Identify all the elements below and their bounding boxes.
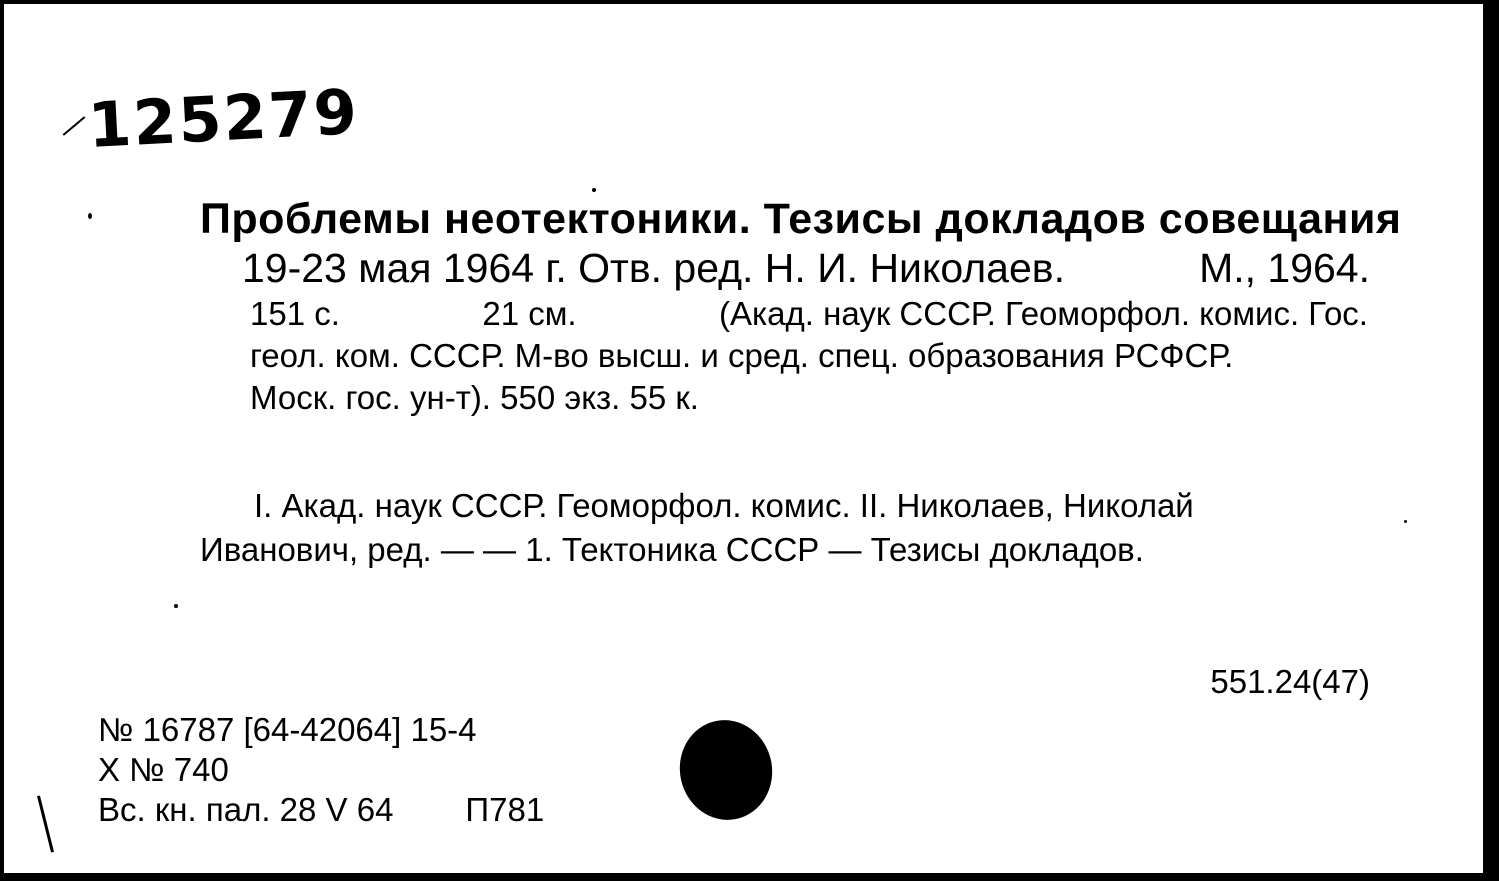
card-edge-right	[1483, 0, 1499, 881]
chamber-date: Вс. кн. пал. 28 V 64	[98, 791, 394, 828]
imprint-line	[242, 245, 1370, 291]
card-edge-bottom	[0, 873, 1499, 881]
collation-line-1	[250, 293, 1368, 335]
registration-line-2: X № 740	[98, 751, 229, 788]
speck	[88, 213, 92, 219]
tracings-block	[200, 484, 1370, 572]
card-title: Проблемы неотектоники. Тезисы докладов совещания	[200, 195, 1402, 243]
print-code: П781	[465, 791, 545, 828]
series-end: Моск. гос. ун-т). 550 экз. 55 к.	[250, 379, 699, 416]
series-middle: геол. ком. СССР. М-во высш. и сред. спец. образования РСФСР.	[250, 337, 1234, 374]
collation-block	[250, 293, 1368, 419]
size: 21 см.	[482, 295, 577, 332]
tracing-line-2	[200, 528, 1370, 572]
pages: 151 с.	[250, 295, 340, 332]
card-edge-top	[0, 0, 1499, 4]
handwritten-accession-number: 125279	[86, 74, 361, 163]
registration-line-3	[98, 790, 544, 830]
registration-block	[98, 710, 544, 830]
tracing-text-2: Иванович, ред. — — 1. Тектоника СССР — Тезисы докладов.	[200, 531, 1144, 568]
speck	[592, 188, 596, 192]
collation-line-2	[250, 335, 1368, 377]
punch-hole	[671, 712, 782, 829]
tracing-line-1	[200, 484, 1370, 528]
card-edge-left	[0, 0, 4, 881]
collation-line-3	[250, 377, 1368, 419]
speck	[1488, 797, 1494, 803]
speck	[1404, 520, 1407, 523]
imprint-editor: 19-23 мая 1964 г. Отв. ред. Н. И. Николаев.	[242, 245, 1065, 291]
margin-mark	[37, 795, 54, 852]
udc-classification: 551.24(47)	[1210, 663, 1370, 700]
registration-line-1: № 16787 [64-42064] 15-4	[98, 711, 477, 748]
speck	[174, 604, 178, 608]
tracing-text-1: I. Акад. наук СССР. Геоморфол. комис. II. Николаев, Николай	[254, 487, 1194, 524]
handwritten-tick	[63, 116, 86, 136]
series-start: (Акад. наук СССР. Геоморфол. комис. Гос.	[719, 295, 1368, 332]
imprint-place-year: М., 1964.	[1199, 245, 1370, 291]
